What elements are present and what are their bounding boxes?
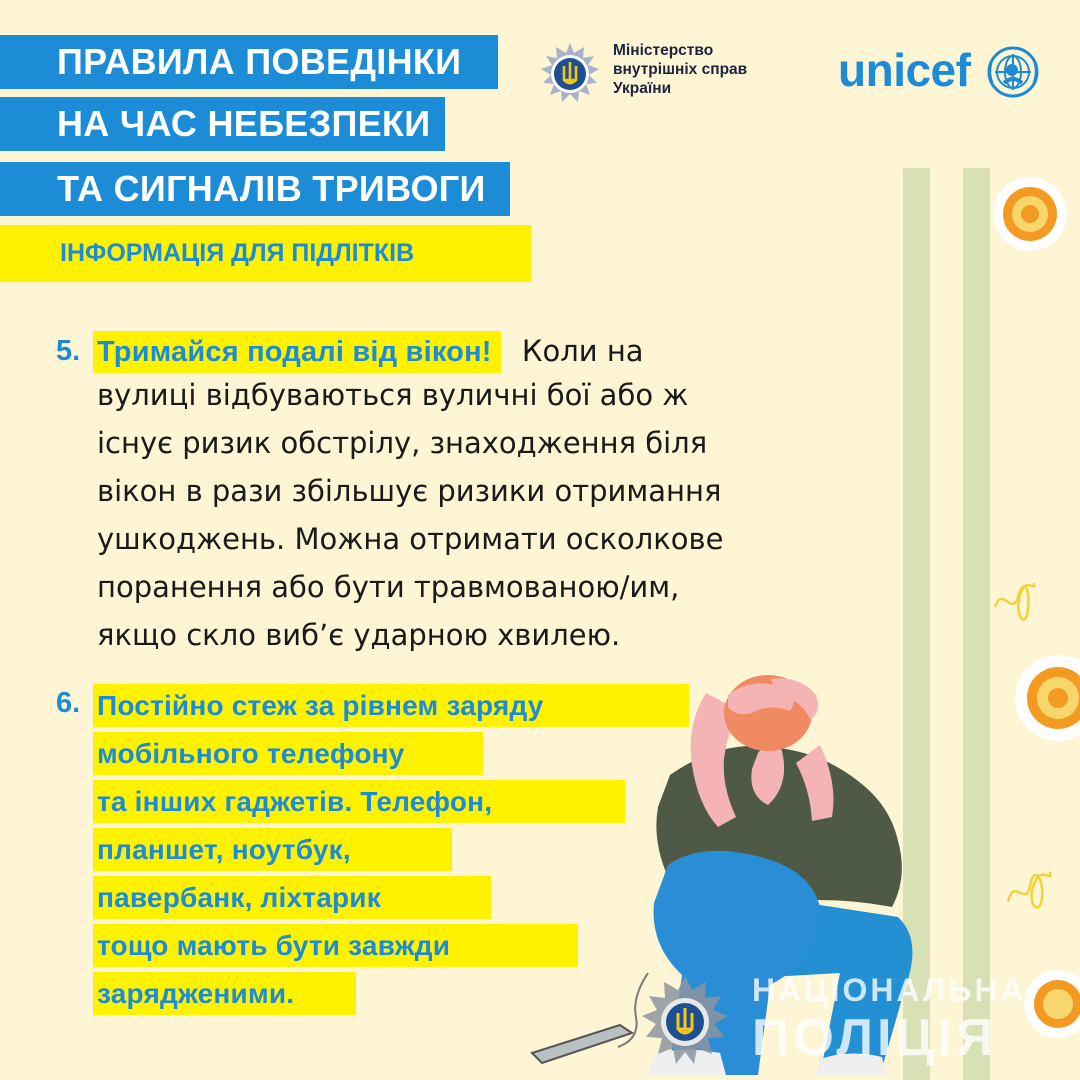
title-line: ПРАВИЛА ПОВЕДІНКИ xyxy=(0,35,498,89)
decorative-stripe xyxy=(963,168,990,1080)
decorative-circle-icon xyxy=(1012,652,1080,748)
rule-number: 6. xyxy=(56,687,81,719)
police-watermark-line: ПОЛІЦІЯ xyxy=(752,1009,998,1067)
decorative-squiggle-icon xyxy=(990,575,1040,625)
rule-text: вулиці відбуваються вуличні бої або ж xyxy=(97,378,689,412)
title-line: НА ЧАС НЕБЕЗПЕКИ xyxy=(0,97,445,151)
police-badge-icon xyxy=(640,974,730,1070)
rule-highlight: планшет, ноутбук, xyxy=(93,828,452,871)
rule-text: якщо скло виб’є ударною хвилею. xyxy=(97,618,621,652)
rule-text: вікон в рази збільшує ризики отримання xyxy=(97,474,722,508)
rule-text: ушкоджень. Можна отримати осколкове xyxy=(97,522,724,556)
rule-text: існує ризик обстрілу, знаходження біля xyxy=(97,426,708,460)
rule-highlight: зарядженими. xyxy=(93,972,356,1015)
rule-first-line xyxy=(93,330,644,373)
rule-number: 5. xyxy=(56,335,81,367)
rule-highlight: тощо мають бути завжди xyxy=(93,924,578,967)
rule-text: поранення або бути травмованою/им, xyxy=(97,570,680,604)
ministry-emblem-icon xyxy=(538,42,602,106)
rule-text: Коли на xyxy=(521,334,644,368)
rule-highlight: павербанк, ліхтарик xyxy=(93,876,491,919)
rule-highlight: мобільного телефону xyxy=(93,732,483,775)
rule-highlight: та інших гаджетів. Телефон, xyxy=(93,780,625,823)
ministry-name: Міністерство внутрішніх справ України xyxy=(613,42,748,97)
police-watermark xyxy=(640,970,1080,1080)
decorative-circle-icon xyxy=(990,178,1070,258)
subtitle: ІНФОРМАЦІЯ ДЛЯ ПІДЛІТКІВ xyxy=(0,225,531,282)
police-watermark-line: НАЦІОНАЛЬНА xyxy=(752,972,1027,1008)
rule-highlight: Тримайся подалі від вікон! xyxy=(93,331,501,373)
unicef-globe-icon xyxy=(986,45,1040,99)
title-line: ТА СИГНАЛІВ ТРИВОГИ xyxy=(0,162,510,216)
rule-highlight: Постійно стеж за рівнем заряду xyxy=(93,684,689,727)
decorative-squiggle-icon xyxy=(1000,862,1060,922)
unicef-wordmark: unicef xyxy=(838,44,971,96)
